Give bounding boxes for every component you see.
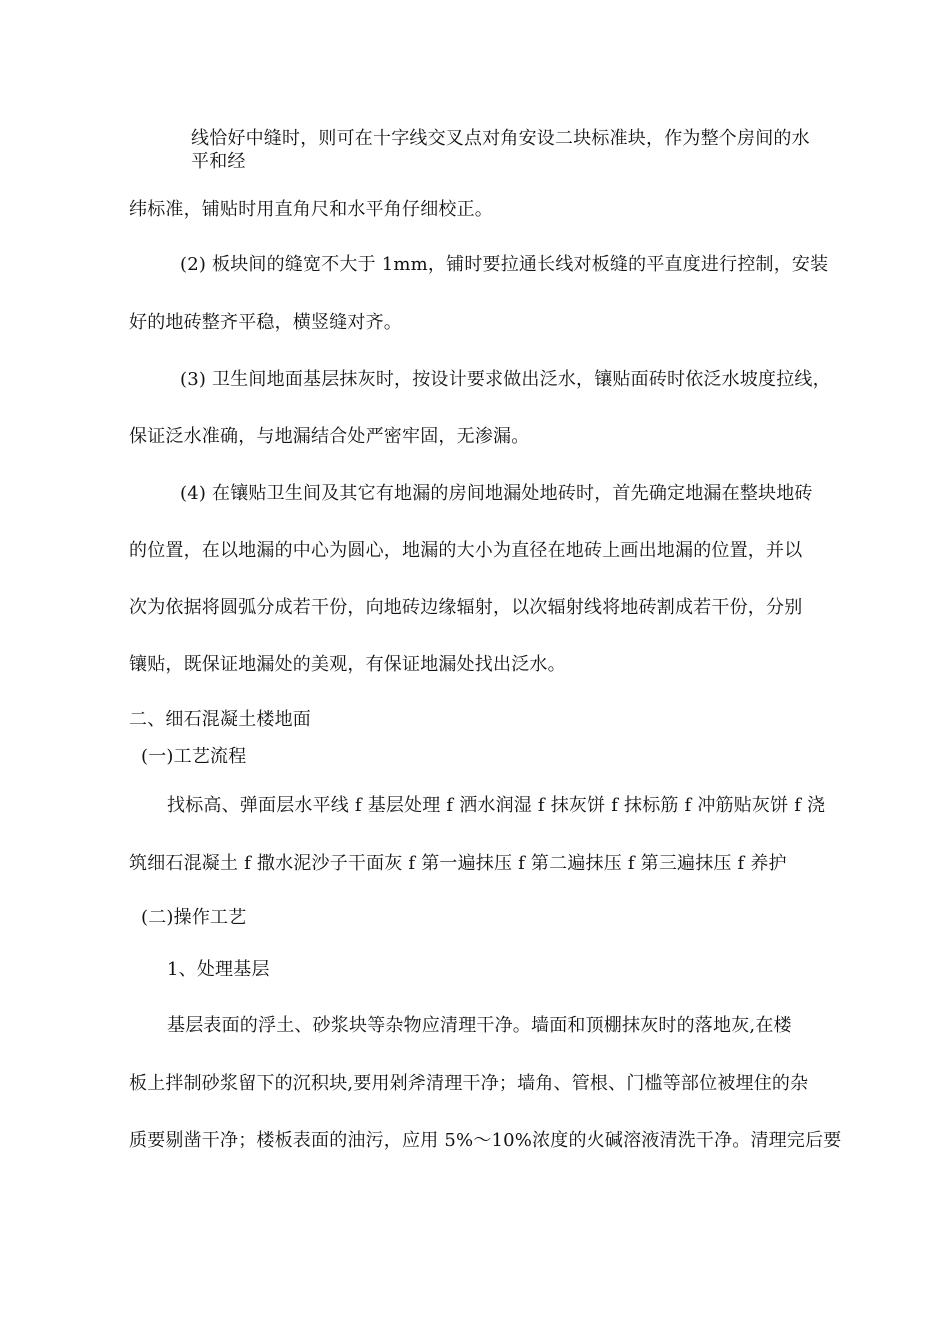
text-line: 筑细石混凝土 f 撒水泥沙子干面灰 f 第一遍抹压 f 第二遍抹压 f 第三遍抹压 f 养护 <box>129 853 787 874</box>
subsection-heading: (二)操作工艺 <box>141 907 247 928</box>
text-line: 保证泛水准确，与地漏结合处严密牢固，无渗漏。 <box>129 426 530 447</box>
text-line: 质要剔凿干净；楼板表面的油污，应用 5%～10%浓度的火碱溶液清洗干净。清理完后要 <box>129 1130 842 1151</box>
text-line: (2) 板块间的缝宽不大于 1mm，铺时要拉通长线对板缝的平直度进行控制，安装 <box>180 254 829 275</box>
text-line: 次为依据将圆弧分成若干份，向地砖边缘辐射，以次辐射线将地砖割成若干份，分别 <box>129 597 803 618</box>
text-line: 的位置，在以地漏的中心为圆心，地漏的大小为直径在地砖上画出地漏的位置，并以 <box>129 540 803 561</box>
item-heading: 1、处理基层 <box>167 959 270 980</box>
section-heading: 二、细石混凝土楼地面 <box>129 709 311 730</box>
text-line: 基层表面的浮土、砂浆块等杂物应清理干净。墙面和顶棚抹灰时的落地灰,在楼 <box>167 1015 792 1036</box>
text-line: 纬标准，铺贴时用直角尺和水平角仔细校正。 <box>129 199 493 220</box>
text-line: 线恰好中缝时，则可在十字线交叉点对角安设二块标准块，作为整个房间的水 <box>191 128 810 149</box>
text-line: 板上拌制砂浆留下的沉积块,要用剁斧清理干净；墙角、管根、门槛等部位被埋住的杂 <box>129 1073 809 1094</box>
text-line: 镶贴，既保证地漏处的美观，有保证地漏处找出泛水。 <box>129 654 566 675</box>
text-line: 平和经 <box>191 151 246 172</box>
text-line: 找标高、弹面层水平线 f 基层处理 f 洒水润湿 f 抹灰饼 f 抹标筋 f 冲筋贴灰饼 f 浇 <box>167 795 826 816</box>
text-line: (4) 在镶贴卫生间及其它有地漏的房间地漏处地砖时，首先确定地漏在整块地砖 <box>180 483 813 504</box>
subsection-heading: (一)工艺流程 <box>141 746 247 767</box>
text-line: (3) 卫生间地面基层抹灰时，按设计要求做出泛水，镶贴面砖时依泛水坡度拉线， <box>180 369 831 390</box>
text-line: 好的地砖整齐平稳，横竖缝对齐。 <box>129 312 402 333</box>
